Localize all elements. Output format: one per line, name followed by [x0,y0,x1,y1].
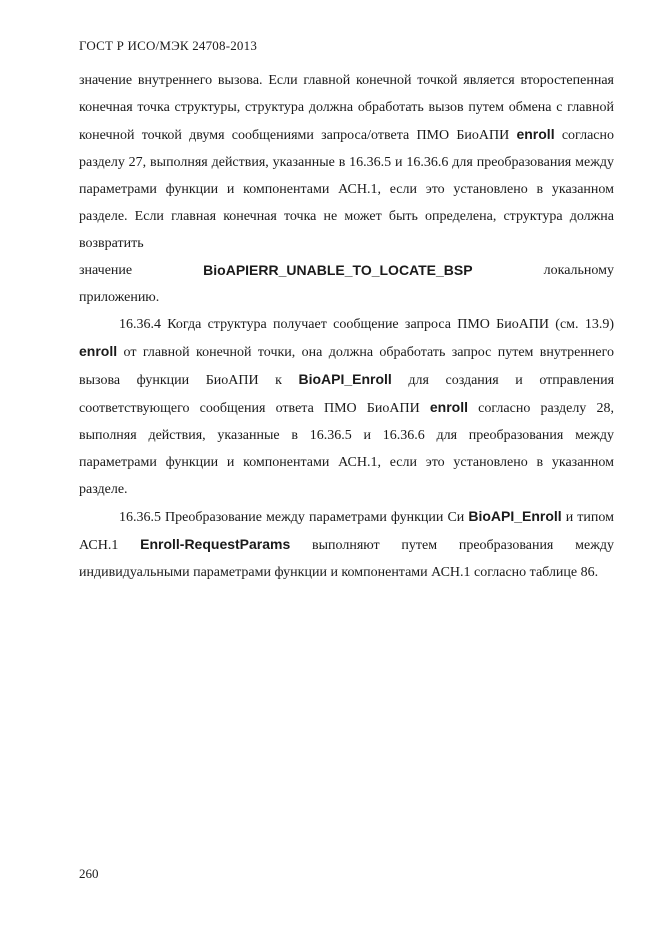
code-term: enroll [79,343,118,359]
paragraph-text: согласно разделу 28, выполняя действия, указанные в 16.36.5 и 16.36.6 для преобразования между параметрами функции и компонентами АСН.1, если это установлено в указанном разделе. [79,401,614,497]
code-term: Enroll-RequestParams [140,536,291,552]
paragraph-text: локальному [543,263,614,278]
paragraph-text: выполняют путем преобразования между индивидуальными параметрами функции и компонентами АСН.1 согласно таблице 86. [79,538,614,580]
paragraph-text: для создания и отправления соответствующего сообщения ответа ПМО БиоАПИ [79,373,615,416]
paragraph-16-36-4 [79,311,614,503]
code-term: BioAPI_Enroll [298,371,392,387]
page-number: 260 [79,866,99,881]
code-term: BioAPI_Enroll [468,508,562,524]
paragraph-text: значение внутреннего вызова. Если главной конечной точкой является второстепенная конечная точка структуры, структура должна обработать вызов путем обмена с главной конечной точкой двумя сообщениями запроса/ответа ПМО БиоАПИ [79,73,614,143]
spaced-line [79,257,614,284]
paragraph-text: от главной конечной точки, она должна обработать запрос путем внутреннего вызова функции БиоАПИ к [79,345,614,388]
paragraph-text: значение [79,263,133,278]
document-body [79,67,614,586]
paragraph-16-36-5 [79,503,614,586]
paragraph-text: приложению. [79,290,160,305]
paragraph-text: и типом АСН.1 [79,510,614,553]
paragraph-end [79,284,614,311]
document-header: ГОСТ Р ИСО/МЭК 24708-2013 [79,38,258,53]
code-term: enroll [429,399,468,415]
code-term: enroll [516,126,555,142]
paragraph-continuation [79,67,614,257]
paragraph-text: 16.36.5 Преобразование между параметрами функции Си [119,510,469,525]
code-term: BioAPIERR_UNABLE_TO_LOCATE_BSP [203,262,473,278]
paragraph-text: 16.36.4 Когда структура получает сообщение запроса ПМО БиоАПИ (см. 13.9) [119,317,614,332]
paragraph-text: согласно разделу 27, выполняя действия, указанные в 16.36.5 и 16.36.6 для преобразования между параметрами функции и компонентами АСН.1, если это установлено в указанном разделе. Если главная конечная точка не может быть определена, структура должна возвратить [79,128,614,251]
